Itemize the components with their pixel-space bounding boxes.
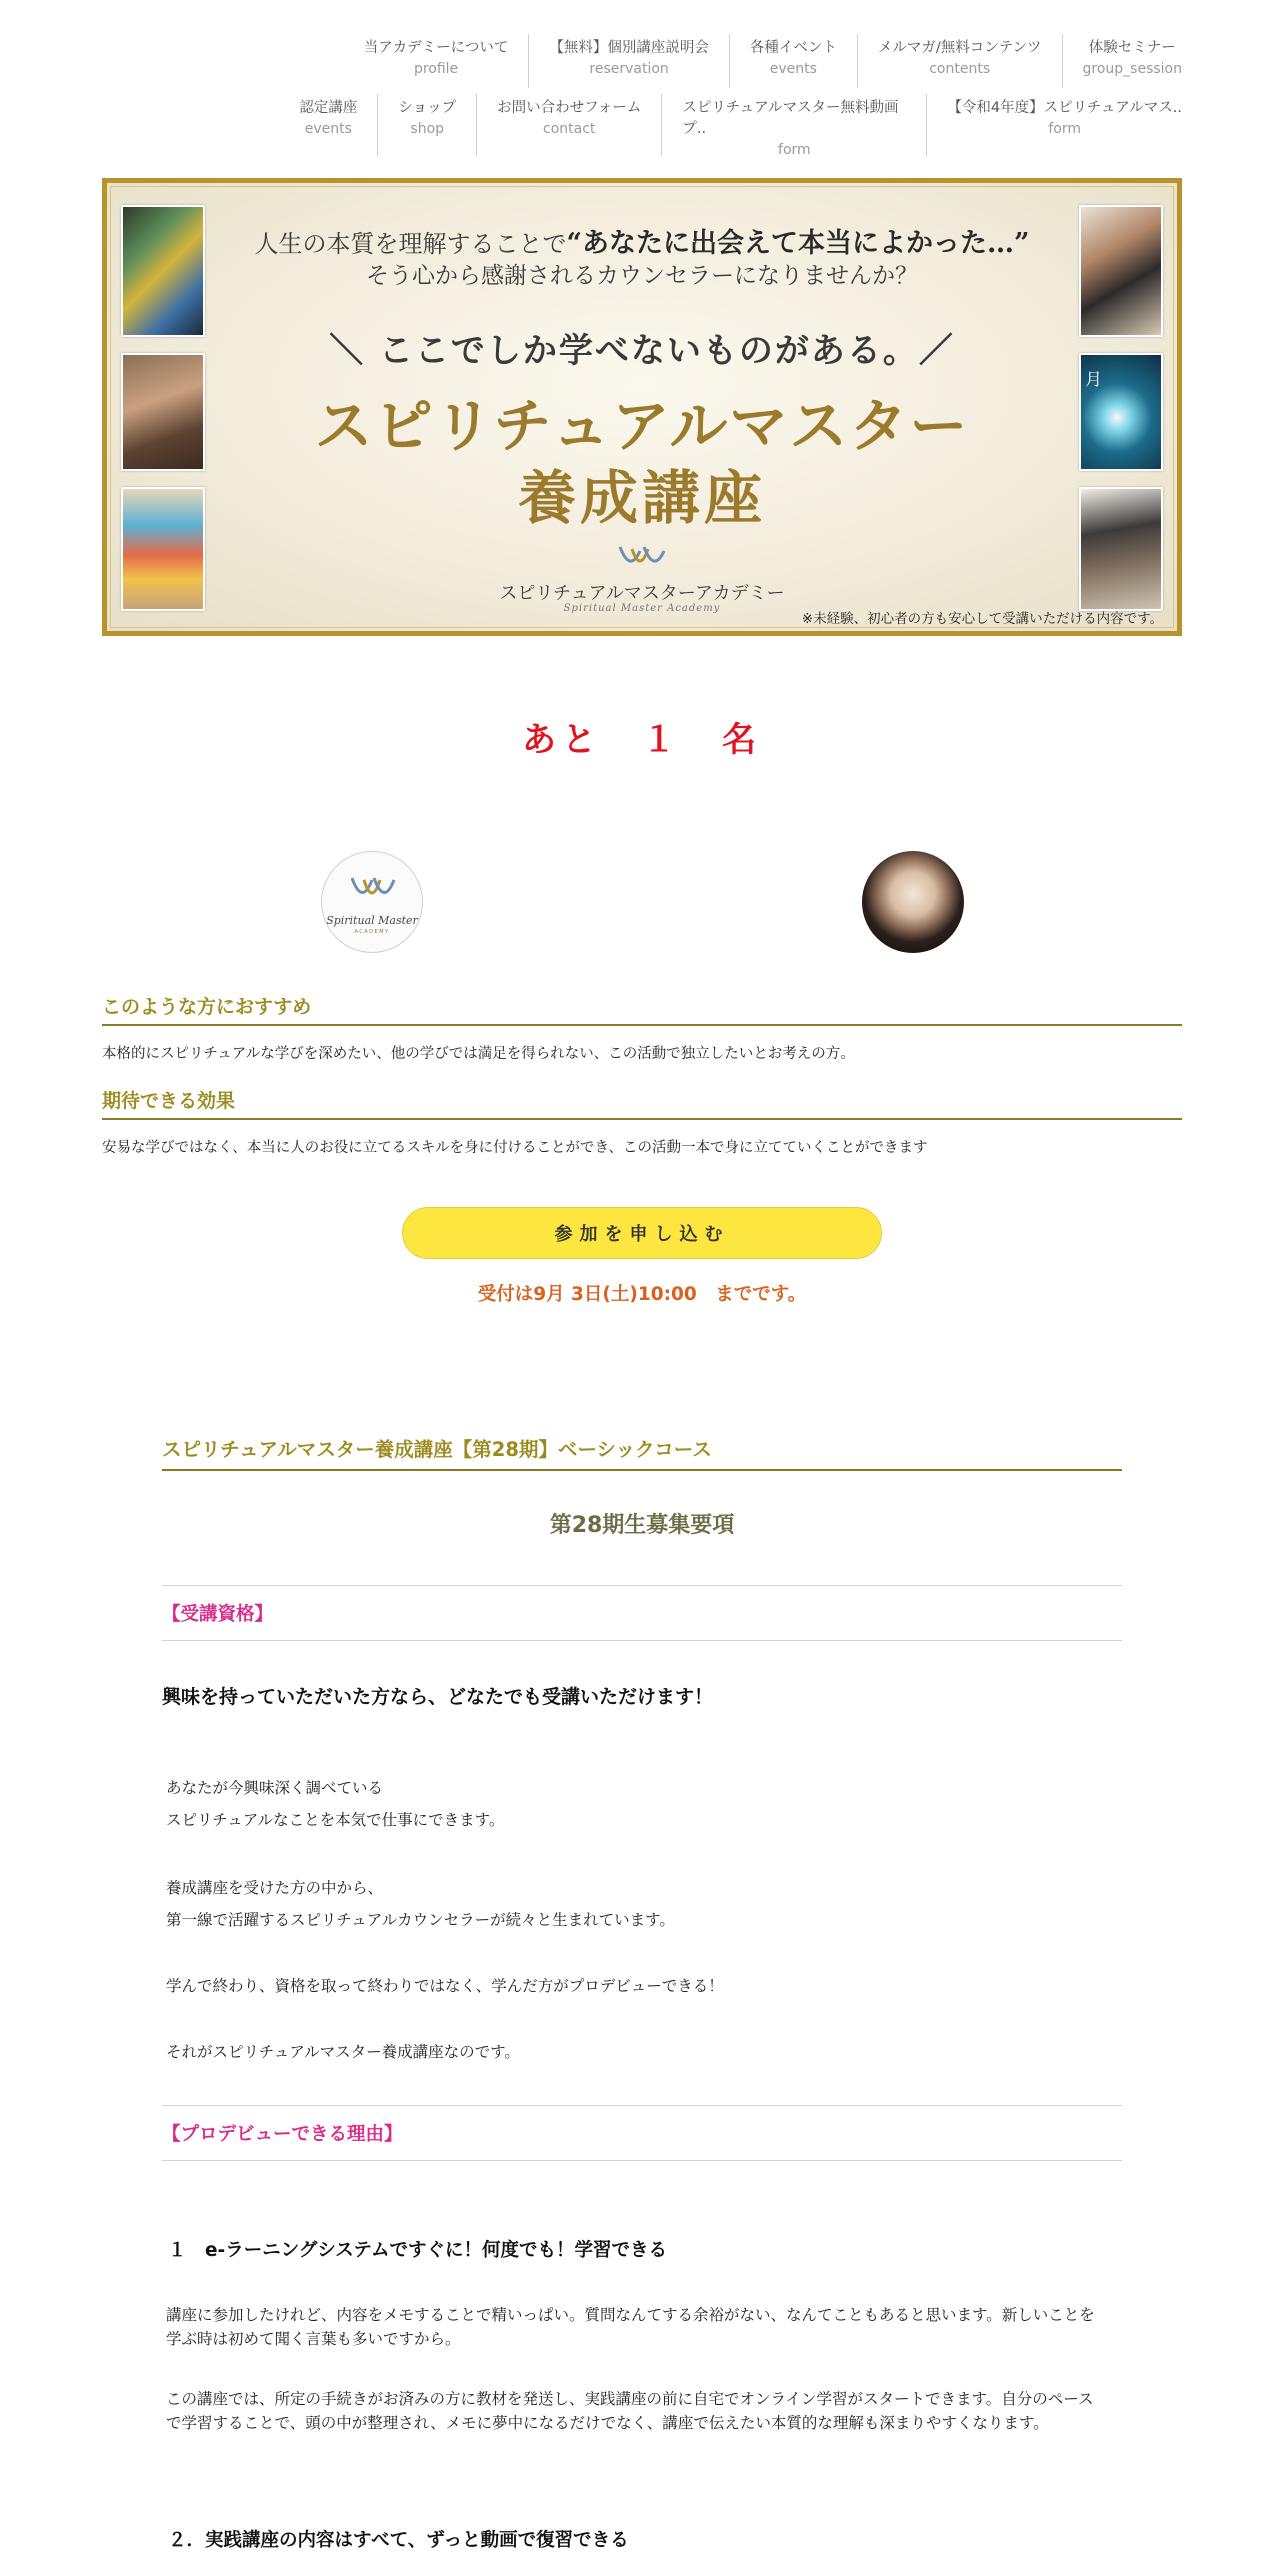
nav-item-reiwa-form[interactable]	[926, 94, 1182, 156]
reason-heading: 【プロデビューできる理由】	[162, 2105, 1122, 2161]
hero-tagline-pre: 人生の本質を理解することで	[254, 230, 567, 258]
recommend-heading: このような方におすすめ	[102, 992, 1182, 1026]
nav-sublabel: group_session	[1082, 61, 1182, 77]
nav-sublabel: profile	[413, 61, 459, 77]
nav-label: スピリチュアルマスター無料動画プ..	[682, 100, 899, 137]
nav-label: 【令和4年度】スピリチュアルマス..	[947, 100, 1182, 116]
academy-logo-icon	[612, 543, 672, 577]
qualification-bold-text: 興味を持っていただいた方なら、どなたでも受講いただけます！	[162, 1686, 714, 1708]
intro-line: 養成講座を受けた方の中から、	[166, 1879, 384, 1897]
avatar-logo-subtext: ACADEMY	[354, 929, 390, 935]
hero-title-main: スピリチュアルマスター	[314, 392, 970, 460]
nav-item-reservation[interactable]	[528, 34, 729, 88]
intro-line: 第一線で活躍するスピリチュアルカウンセラーが続々と生まれています。	[166, 1911, 675, 1929]
nav-label: 当アカデミーについて	[363, 40, 509, 56]
nav-row-2	[202, 94, 1182, 156]
hero-title-sub: 養成講座	[517, 464, 766, 532]
nav-item-contents[interactable]	[857, 34, 1062, 88]
avatar-logo-text: Spiritual Master	[326, 914, 418, 927]
hero-tagline-2: そう心から感謝されるカウンセラーになりませんか？	[366, 263, 918, 289]
academy-logo-mark-icon	[322, 852, 423, 912]
course-title: スピリチュアルマスター養成講座【第28期】ベーシックコース	[162, 1434, 1122, 1471]
recommend-text: 本格的にスピリチュアルな学びを深めたい、他の学びでは満足を得られない、この活動で独立したいとお考えの方。	[102, 1046, 855, 1062]
hero-tagline-3: ＼ ここでしか学べないものがある。／	[329, 331, 955, 371]
book-cover-text: 月	[1085, 370, 1102, 390]
nav-item-events[interactable]	[729, 34, 857, 88]
intro-paragraph-4: それがスピリチュアルマスター養成講座なのです。	[166, 2043, 520, 2061]
intro-line: あなたが今興味深く調べている	[166, 1779, 384, 1797]
intro-paragraph-3: 学んで終わり、資格を取って終わりではなく、学んだ方がプロデビューできる！	[166, 1977, 724, 1995]
nav-label: 認定講座	[299, 100, 358, 116]
intro-paragraph-2	[166, 1872, 1116, 1936]
instructor-avatar	[862, 851, 964, 953]
top-navigation	[202, 34, 1182, 156]
nav-sublabel: contact	[543, 121, 596, 137]
effect-heading: 期待できる効果	[102, 1086, 1182, 1120]
nav-item-free-video[interactable]	[661, 94, 926, 156]
nav-label: お問い合わせフォーム	[497, 100, 642, 116]
intro-line: スピリチュアルなことを本気で仕事にできます。	[166, 1811, 505, 1829]
hero-note: ※未経験、初心者の方も安心して受講いただける内容です。	[801, 611, 1163, 627]
intro-paragraph-1	[166, 1772, 1116, 1836]
nav-label: メルマガ/無料コンテンツ	[877, 40, 1042, 56]
nav-sublabel: form	[778, 142, 811, 158]
nav-item-contact[interactable]	[476, 94, 661, 156]
qualification-heading: 【受講資格】	[162, 1585, 1122, 1641]
nav-sublabel: events	[304, 121, 352, 137]
course-subtitle: 第28期生募集要項	[549, 1513, 735, 1538]
reason-2-title: ２．実践講座の内容はすべて、ずっと動画で復習できる	[168, 2530, 629, 2551]
effect-text: 安易な学びではなく、本当に人のお役に立てるスキルを身に付けることができ、この活動一本で身に立てていくことができます	[102, 1140, 928, 1156]
nav-label: 各種イベント	[749, 40, 837, 56]
nav-label: 【無料】個別講座説明会	[549, 40, 709, 56]
apply-button[interactable]: 参加を申し込む	[402, 1207, 882, 1259]
nav-item-profile[interactable]	[344, 34, 529, 88]
academy-logo-avatar	[321, 851, 423, 953]
nav-label: 体験セミナー	[1088, 40, 1176, 56]
hero-tagline-quote: “あなたに出会えて本当によかった…”	[566, 228, 1030, 259]
nav-item-group-session[interactable]	[1062, 34, 1182, 88]
nav-row-1	[202, 34, 1182, 88]
academy-name-en: Spiritual Master Academy	[563, 603, 721, 614]
deadline-text: 受付は9月 3日(土)10:00 までです。	[477, 1284, 807, 1305]
nav-label: ショップ	[398, 100, 457, 116]
nav-sublabel: reservation	[589, 61, 669, 77]
nav-item-certified-course[interactable]	[279, 94, 377, 156]
remaining-seats: あと １ 名	[522, 720, 762, 760]
nav-sublabel: shop	[410, 121, 445, 137]
nav-sublabel: form	[1048, 121, 1081, 137]
academy-name: スピリチュアルマスターアカデミー	[499, 583, 785, 604]
nav-item-shop[interactable]	[377, 94, 476, 156]
hero-tagline-1	[107, 221, 1177, 260]
nav-sublabel: contents	[929, 61, 991, 77]
reason-1-title: １ e-ラーニングシステムですぐに！何度でも！学習できる	[168, 2240, 668, 2261]
reason-1-paragraph-2: この講座では、所定の手続きがお済みの方に教材を発送し、実践講座の前に自宅でオンライン学習がスタートできます。自分のペースで学習することで、頭の中が整理され、メモに夢中になるだけでなく、講座で伝えたい本質的な理解も深まりやすくなります。	[166, 2390, 1094, 2432]
nav-sublabel: events	[769, 61, 817, 77]
reason-1-paragraph-1: 講座に参加したけれど、内容をメモすることで精いっぱい。質問なんてする余裕がない、なんてこともあると思います。新しいことを学ぶ時は初めて聞く言葉も多いですから。	[166, 2306, 1095, 2348]
hero-banner	[102, 178, 1182, 636]
